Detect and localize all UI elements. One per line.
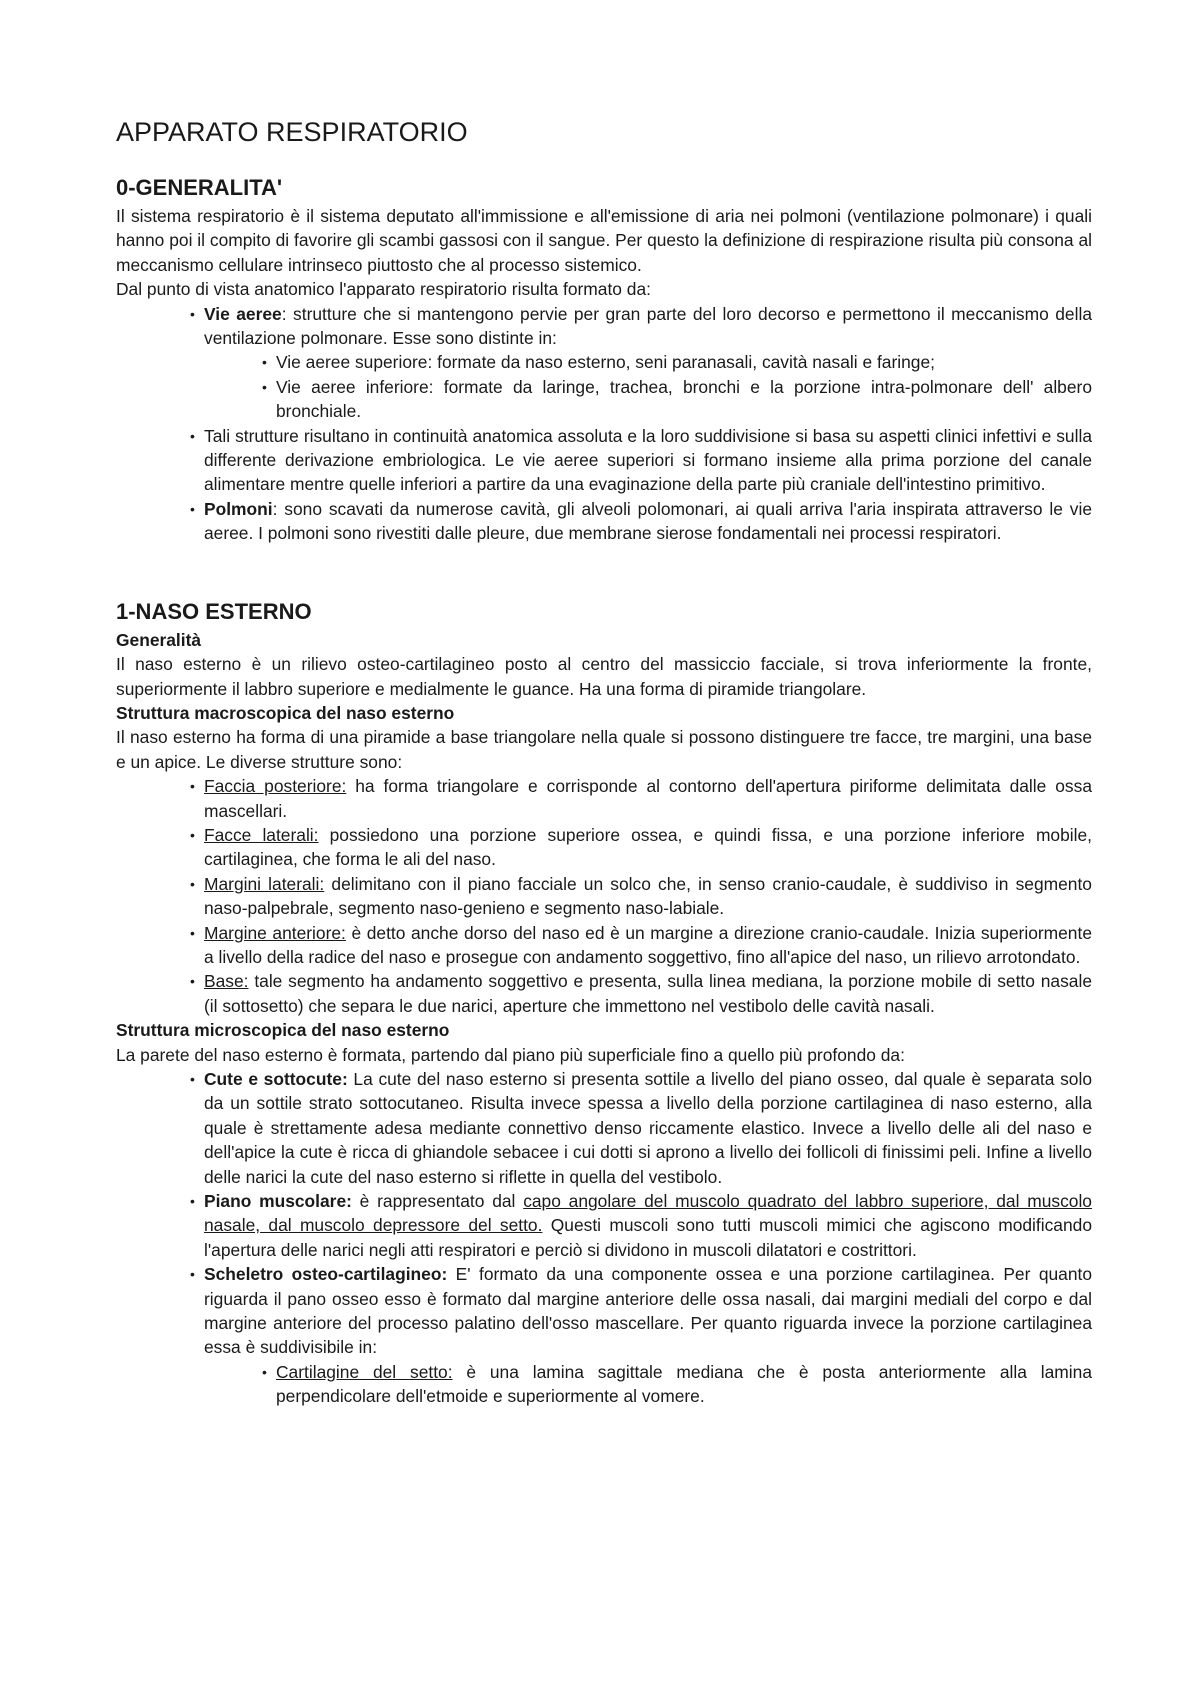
list-item xyxy=(204,1189,1092,1262)
list-item-text: possiedono una porzione superiore ossea, e quindi fissa, e una porzione inferiore mobile, cartilaginea, che forma le ali del naso. xyxy=(204,824,1093,870)
list-item xyxy=(204,872,1092,921)
list-item-term: Scheletro osteo-cartilagineo: xyxy=(204,1264,448,1285)
list-item xyxy=(204,921,1092,970)
list-item-term: Vie aeree xyxy=(204,303,282,324)
list-item-text: tale segmento ha andamento soggettivo e presenta, sulla linea mediana, la porzione mobile di setto nasale (il sottosetto) che separa le due narici, aperture che immettono nel vestibolo delle cavità nasali. xyxy=(204,971,1092,1016)
list-item xyxy=(204,1067,1092,1189)
subheading: Struttura microscopica del naso esterno xyxy=(116,1020,450,1041)
list-item xyxy=(204,774,1092,823)
list-item-text: : strutture che si mantengono pervie per gran parte del loro decorso e permettono il meccanismo della ventilazione polmonare. Esse sono distinte in: xyxy=(204,303,1093,349)
list-item-term: Cute e sottocute: xyxy=(204,1069,348,1089)
list-item-text: ha forma triangolare e corrisponde al contorno dell'apertura piriforme delimitata dalle ossa mascellari. xyxy=(204,776,1092,821)
list-item-term: Margini laterali: xyxy=(204,873,325,894)
list-item-text: è detto anche dorso del naso ed è un margine a direzione cranio-caudale. Inizia superiormente a livello della radice del naso e prosegue con andamento soggettivo, fino all'apice del naso, un rilievo arrotondato. xyxy=(204,922,1092,967)
list-item xyxy=(204,302,1092,424)
list-item-text: delimitano con il piano facciale un solco che, in senso cranio-caudale, è suddiviso in segmento naso-palpebrale, segmento naso-genieno e segmento naso-labiale. xyxy=(204,873,1092,919)
document-page xyxy=(116,116,1092,1409)
section-heading-naso-esterno: 1-NASO ESTERNO xyxy=(116,598,312,624)
list-item-term: Faccia posteriore: xyxy=(204,776,347,797)
document-title: APPARATO RESPIRATORIO xyxy=(116,117,468,147)
list-item-text: Questi muscoli sono tutti muscoli mimici che agiscono modificando l'apertura delle narici negli atti respiratori e perciò si dividono in muscoli dilatatori e costrittori. xyxy=(204,1215,1092,1260)
list-item-term: Facce laterali: xyxy=(204,824,319,845)
subheading: Struttura macroscopica del naso esterno xyxy=(116,702,455,723)
bullet-list xyxy=(116,1067,1092,1409)
list-item-text: è rappresentato dal xyxy=(351,1191,524,1212)
paragraph: Il naso esterno ha forma di una piramide a base triangolare nella quale si possono distinguere tre facce, tre margini, una base e un apice. Le diverse strutture sono: xyxy=(116,727,1092,772)
list-item-term: Margine anteriore: xyxy=(204,922,346,943)
list-item-text: E' formato da una componente ossea e una porzione cartilaginea. Per quanto riguarda il pano osseo esso è formato dal margine anteriore delle ossa nasali, dai margini mediali del corpo e dal margine anteriore del processo palatino dell'osso mascellare. Per quanto riguarda invece la porzione cartilaginea essa è suddivisibile in: xyxy=(204,1264,1093,1358)
list-item-term: Polmoni xyxy=(204,498,273,519)
list-item-text: è una lamina sagittale mediana che è posta anteriormente alla lamina perpendicolare dell'etmoide e superiormente al vomere. xyxy=(276,1361,1092,1407)
bullet-list xyxy=(116,302,1092,546)
list-item-text: La cute del naso esterno si presenta sottile a livello del piano osseo, dal quale è separata solo da un sottile strato sottocutaneo. Risulta invece spessa a livello della porzione cartilaginea di naso esterno, alla quale è strettamente adesa mediante connettivo denso riccamente elastico. Invece a livello delle ali del naso e dell'apice la cute è ricca di ghiandole sebacee i cui dotti si aprono a livello dei follicoli di finissimi peli. Infine a livello delle narici la cute del naso esterno si riflette in quella del vestibolo. xyxy=(204,1069,1092,1187)
list-item: • Vie aeree superiore: formate da naso esterno, seni paranasali, cavità nasali e faringe; xyxy=(276,350,1092,374)
list-item xyxy=(204,969,1092,1018)
list-item-term: Piano muscolare: xyxy=(204,1191,352,1212)
paragraph: La parete del naso esterno è formata, partendo dal piano più superficiale fino a quello più profondo da: xyxy=(116,1044,905,1065)
list-item xyxy=(204,497,1092,546)
nested-bullet-list xyxy=(204,350,1092,423)
list-item-text: : sono scavati da numerose cavità, gli alveoli polomonari, ai quali arriva l'aria inspirata attraverso le vie aeree. I polmoni sono rivestiti dalle pleure, due membrane sierose fondamentali nei processi respiratori. xyxy=(204,498,1092,544)
section-heading-generalita: 0-GENERALITA' xyxy=(116,175,283,200)
paragraph: Il naso esterno è un rilievo osteo-cartilagineo posto al centro del massiccio facciale, si trova inferiormente la fronte, superiormente il labbro superiore e medialmente le guance. Ha una forma di piramide triangolare. xyxy=(116,654,1092,699)
list-item-term: Base: xyxy=(204,971,249,992)
list-item xyxy=(204,1262,1092,1408)
list-item-underlined-text: capo angolare del muscolo quadrato del labbro superiore, dal muscolo nasale, dal muscolo depressore del setto. xyxy=(204,1191,1092,1236)
list-item: • Vie aeree inferiore: formate da laringe, trachea, bronchi e la porzione intra-polmonare dell' albero bronchiale. xyxy=(276,375,1092,424)
paragraph: Dal punto di vista anatomico l'apparato respiratorio risulta formato da: xyxy=(116,279,651,300)
list-item xyxy=(204,823,1092,872)
subheading: Generalità xyxy=(116,629,202,650)
paragraph: Il sistema respiratorio è il sistema deputato all'immissione e all'emissione di aria nei polmoni (ventilazione polmonare) i quali hanno poi il compito di favorire gli scambi gassosi con il sangue. Per questo la definizione di respirazione risulta più consona al meccanismo cellulare intrinseco piuttosto che al processo sistemico. xyxy=(116,206,1092,275)
nested-bullet-list xyxy=(204,1360,1092,1409)
list-item xyxy=(276,1360,1092,1409)
list-item-term: Cartilagine del setto: xyxy=(276,1361,453,1382)
bullet-list xyxy=(116,774,1092,1018)
list-item: • Tali strutture risultano in continuità anatomica assoluta e la loro suddivisione si basa su aspetti clinici infettivi e sulla differente derivazione embriologica. Le vie aeree superiori si formano insieme alla prima porzione del canale alimentare mentre quelle inferiori a partire da una evaginazione della parte più craniale dell'intestino primitivo. xyxy=(204,424,1092,497)
